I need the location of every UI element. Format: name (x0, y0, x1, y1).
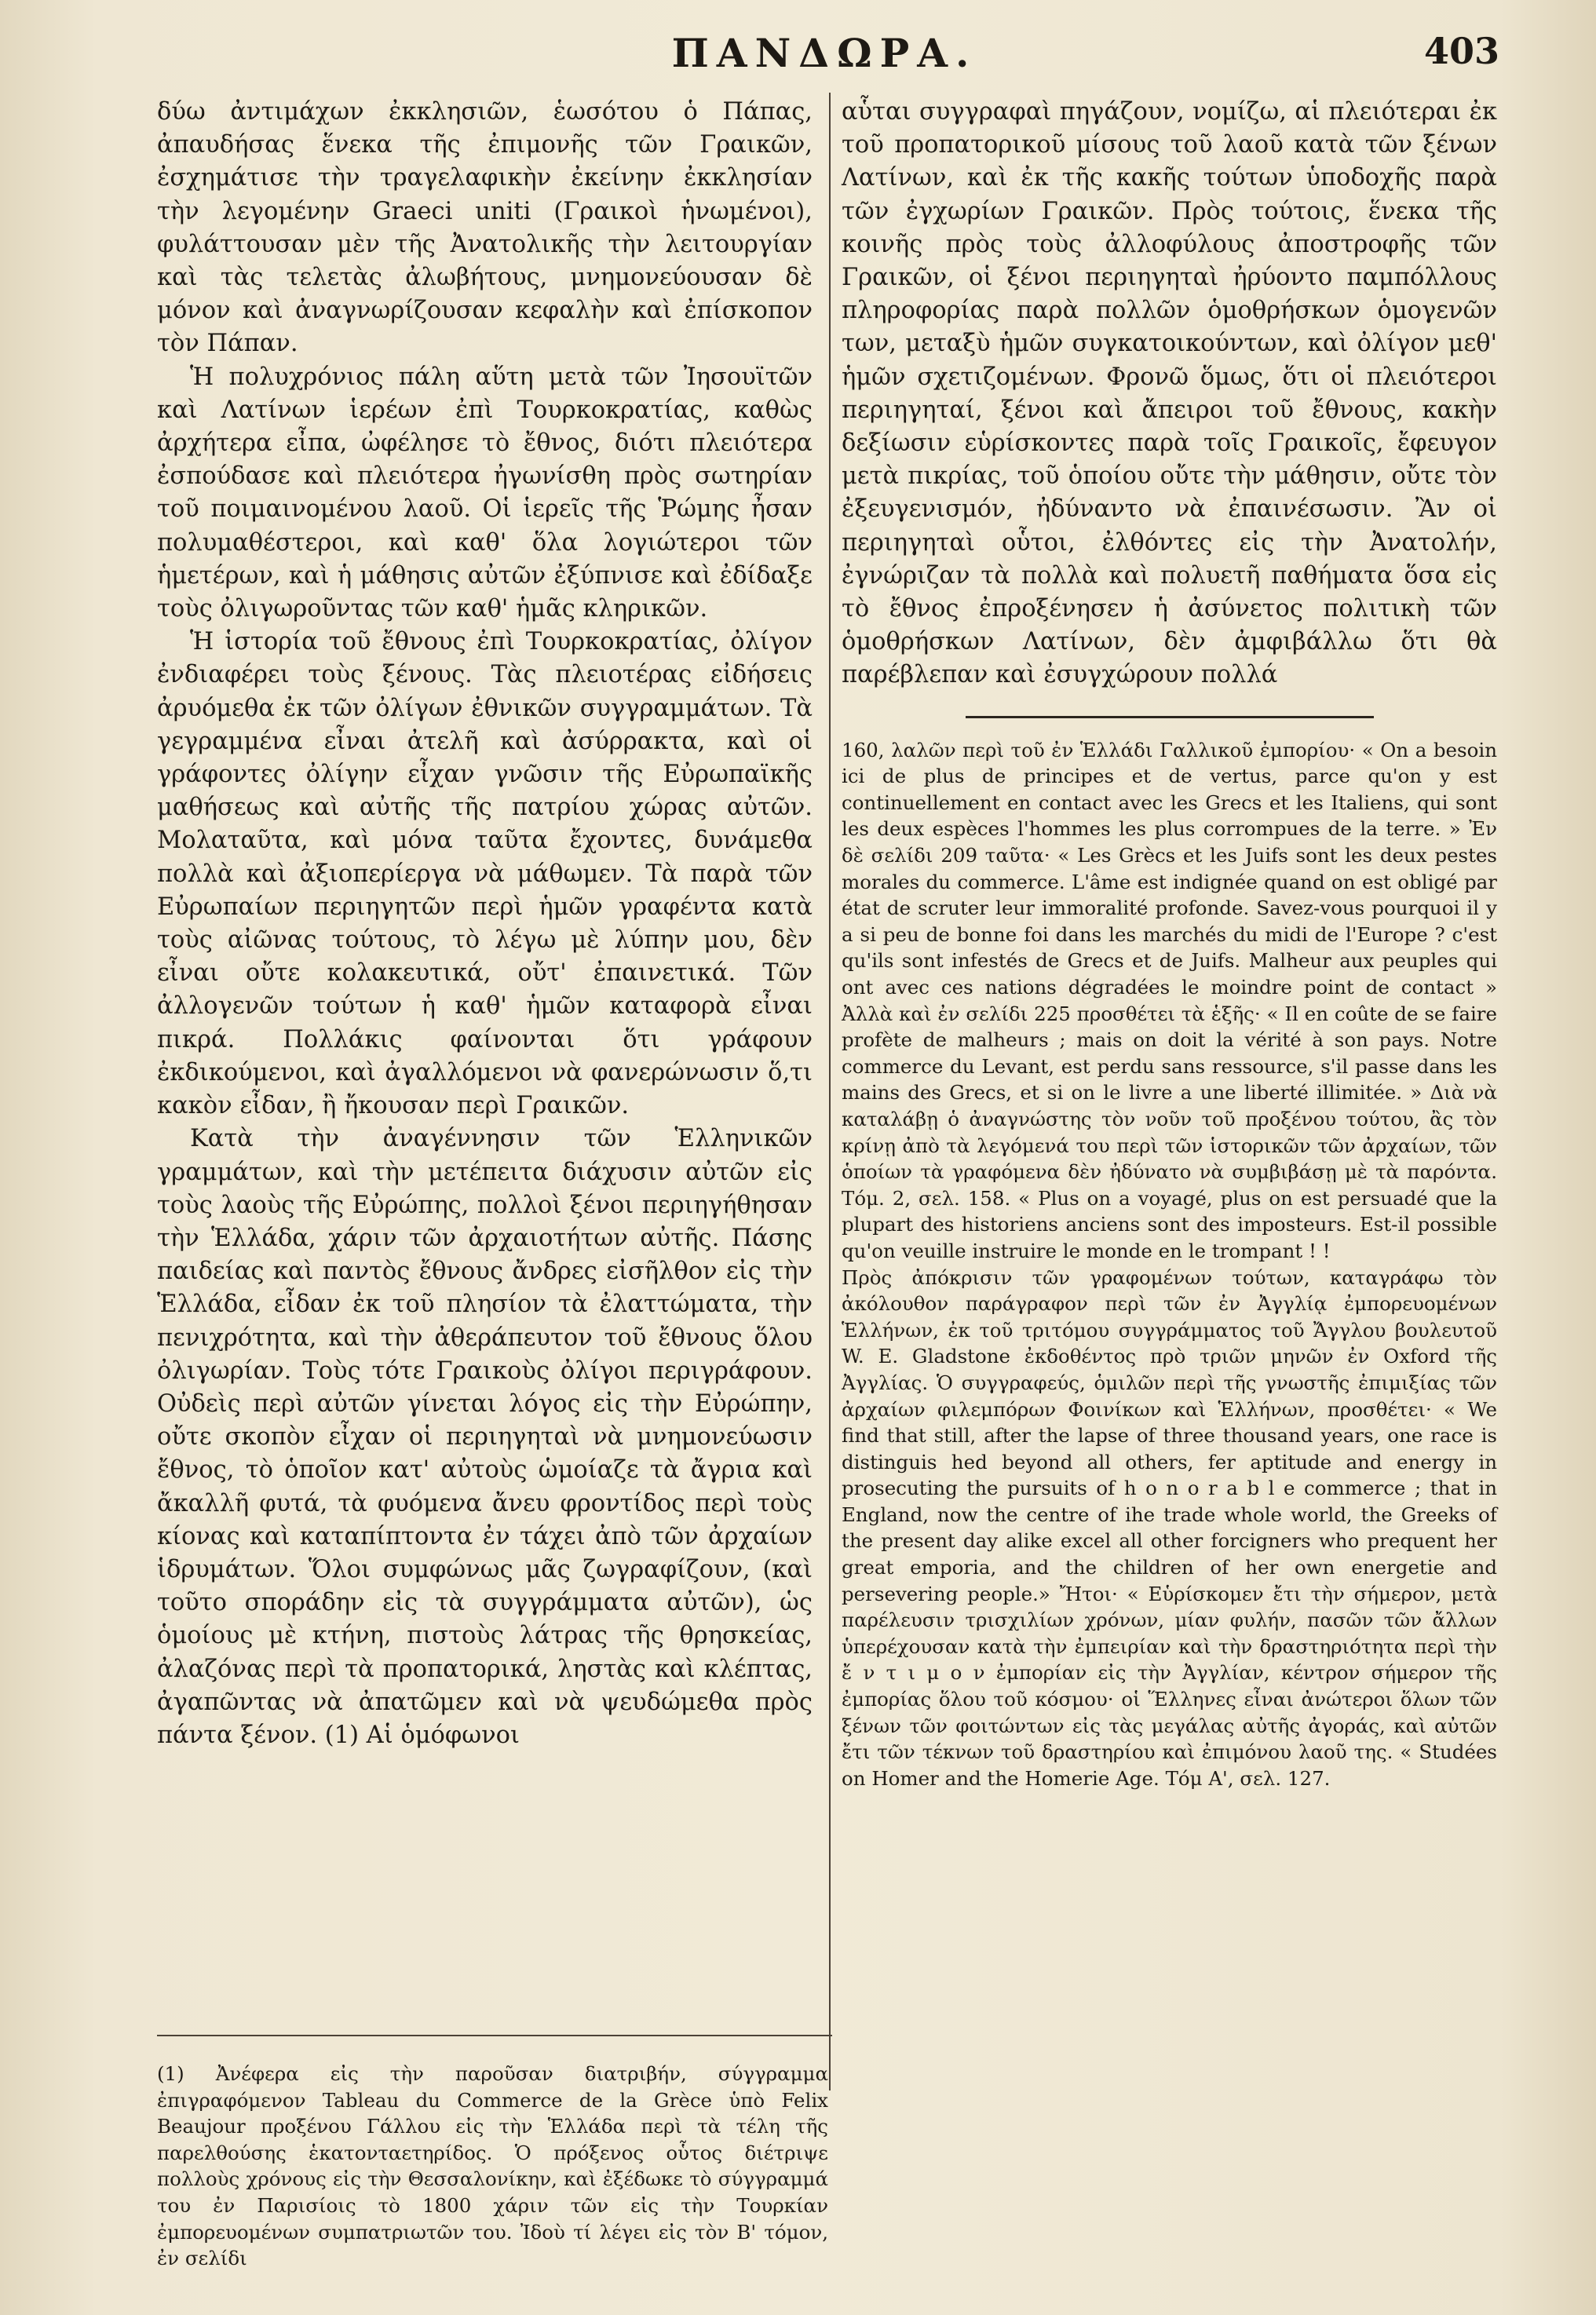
column-divider (829, 93, 831, 2090)
footnote-text: 160, λαλῶν περὶ τοῦ ἐν Ἑλλάδι Γαλλικοῦ ἐμπορίου· « On a besoin ici de plus de principes et de vertus, parce qu'on y est continuellement en contact avec les Grecs et les Italiens, qui sont les deux espèces l'hommes les plus corrompues de la terre. » Ἐν δὲ σελίδι 209 ταῦτα· « Les Grècs et les Juifs sont les deux pestes morales du commerce. L'âme est indignée quand on est obligé par état de scruter leur immoralité profonde. Savez-vous pourquoi il y a si peu de bonne foi dans les marchés du midi de l'Europe ? c'est qu'ils sont infestés de Grecs et de Juifs. Malheur aux peuples qui ont avec ces nations dégradées le moindre point de contact » Ἀλλὰ καὶ ἐν σελίδι 225 προσθέτει τὰ ἑξῆς· « Il en coûte de se faire profète de malheurs ; mais on doit la vérité à son pays. Notre commerce du Levant, est perdu sans ressource, s'il passe dans les mains des Grecs, et si on le livre a une liberté illimitée. » Διὰ νὰ καταλάβῃ ὁ ἀναγνώστης τὸν νοῦν τοῦ προξένου τούτου, ἂς τὸν κρίνῃ ἀπὸ τὰ λεγόμενά του περὶ τῶν ἱστορικῶν τῶν ἀρχαίων, τῶν ὁποίων τὰ γραφόμενα δὲν ἠδύνατο νὰ συμβιβάσῃ μὲ τὰ παρόντα. Τόμ. 2, σελ. 158. « Plus on a voyagé, plus on est persuadé que la plupart des historiens anciens sont des imposteurs. Est-il possible qu'on veuille instruire le monde en le trompant ! ! (842, 738, 1497, 1262)
page-number: 403 (1423, 30, 1499, 72)
paragraph: Ἡ ἱστορία τοῦ ἔθνους ἐπὶ Τουρκοκρατίας, ὀλίγον ἐνδιαφέρει τοὺς ξένους. Τὰς πλειοτέρας εἰδήσεις ἀρυόμεθα ἐκ τῶν ὀλίγων ἐθνικῶν συγγραμμάτων. Τὰ γεγραμμένα εἶναι ἀτελῆ καὶ ἀσύρρακτα, καὶ οἱ γράφοντες ὀλίγην εἶχαν γνῶσιν τῆς Εὐρωπαϊκῆς μαθήσεως καὶ αὐτῆς τῆς πατρίου χώρας αὐτῶν. Μολαταῦτα, καὶ μόνα ταῦτα ἔχοντες, δυνάμεθα πολλὰ καὶ ἀξιοπερίεργα νὰ μάθωμεν. Τὰ παρὰ τῶν Εὐρωπαίων περιηγητῶν περὶ ἡμῶν γραφέντα κατὰ τοὺς αἰῶνας τούτους, τὸ λέγω μὲ λύπην μου, δὲν εἶναι οὔτε κολακευτικά, οὔτ' ἐπαινετικά. Τῶν ἀλλογενῶν τούτων ἡ καθ' ἡμῶν καταφορὰ εἶναι πικρά. Πολλάκις φαίνονται ὅτι γράφουν ἐκδικούμενοι, καὶ ἀγαλλόμενοι νὰ φανερώνωσιν ὅ,τι κακὸν εἶδαν, ἢ ἤκουσαν περὶ Γραικῶν. (157, 628, 813, 1120)
page-header (149, 30, 1499, 85)
paragraph: δύω ἀντιμάχων ἐκκλησιῶν, ἑωσότου ὁ Πάπας, ἀπαυδήσας ἕνεκα τῆς ἐπιμονῆς τῶν Γραικῶν, ἐσχημάτισε τὴν τραγελαφικὴν ἐκείνην ἐκκλησίαν τὴν λεγομένην Graeci uniti (Γραικοὶ ἡνωμένοι), φυλάττουσαν μὲν τῆς Ἀνατολικῆς τὴν λειτουργίαν καὶ τὰς τελετὰς ἀλωβήτους, μνημονεύουσαν δὲ μόνον καὶ ἀναγνωρίζουσαν κεφαλὴν καὶ ἐπίσκοπον τὸν Πάπαν. (157, 98, 813, 358)
paragraph: Κατὰ τὴν ἀναγέννησιν τῶν Ἑλληνικῶν γραμμάτων, καὶ τὴν μετέπειτα διάχυσιν αὐτῶν εἰς τοὺς λαοὺς τῆς Εὐρώπης, πολλοὶ ξένοι περιηγήθησαν τὴν Ἑλλάδα, χάριν τῶν ἀρχαιοτήτων αὐτῆς. Πάσης παιδείας καὶ παντὸς ἔθνους ἄνδρες εἰσῆλθον εἰς τὴν Ἑλλάδα, εἶδαν ἐκ τοῦ πλησίον τὰ ἐλαττώματα, τὴν πενιχρότητα, καὶ τὴν ἀθεράπευτον τοῦ ἔθνους ὅλου ὀλιγωρίαν. Τοὺς τότε Γραικοὺς ὀλίγοι περιγράφουν. Οὐδεὶς περὶ αὐτῶν γίνεται λόγος εἰς τὴν Εὐρώπην, οὔτε σκοπὸν εἶχαν οἱ περιηγηταὶ νὰ μνημονεύωσιν ἔθνος, τὸ ὁποῖον κατ' αὐτοὺς ὡμοίαζε τὰ ἄγρια καὶ ἄκαλλῆ φυτά, τὰ φυόμενα ἄνευ φροντίδος περὶ τοὺς κίονας καὶ καταπίπτοντα ἐν τάχει ἀπὸ τῶν ἀρχαίων ἱδρυμάτων. Ὅλοι συμφώνως μᾶς ζωγραφίζουν, (καὶ τοῦτο σποράδην εἰς τὰ συγγράμματα αὐτῶν), ὡς ὁμοίους μὲ κτήνη, πιστοὺς λάτρας τῆς θρησκείας, ἀλαζόνας περὶ τὰ προπατορικά, ληστὰς καὶ κλέπτας, ἀγαπῶντας νὰ ἀπατῶμεν καὶ νὰ ψευδώμεθα πρὸς πάντα ξένον. (1) Αἱ ὁμόφωνοι (157, 1125, 813, 1749)
left-footnote (157, 2061, 828, 2272)
footnote-text: Πρὸς ἀπόκρισιν τῶν γραφομένων τούτων, καταγράφω τὸν ἀκόλουθον παράγραφον περὶ τῶν ἐν Ἀγγλίᾳ ἐμπορευομένων Ἑλλήνων, ἐκ τοῦ τριτόμου συγγράμματος τοῦ Ἄγγλου βουλευτοῦ W. E. Gladstone ἐκδοθέντος πρὸ τριῶν μηνῶν ἐν Oxford τῆς Ἀγγλίας. Ὁ συγγραφεύς, ὁμιλῶν περὶ τῆς γνωστῆς ἐπιμιξίας τῶν ἀρχαίων φιλεμπόρων Φοινίκων καὶ Ἑλλήνων, προσθέτει· « We find that still, after the lapse of three thousand years, one race is distinguis hed beyond all others, fer aptitude and energy in prosecuting the pursuits of h o n o r a b l e commerce ; that in England, now the centre of ihe trade whole world, the Greeks of the present day alike excel all other forcigners who prequent her great emporia, and the children of her own energetie and persevering people.» Ἤτοι· « Εὑρίσκομεν ἔτι τὴν σήμερον, μετὰ παρέλευσιν τρισχιλίων χρόνων, μίαν φυλήν, πασῶν τῶν ἄλλων ὑπερέχουσαν κατὰ τὴν ἐμπειρίαν καὶ τὴν δραστηριότητα περὶ τὴν ἔ ν τ ι μ ο ν ἐμπορίαν εἰς τὴν Ἀγγλίαν, κέντρον σήμερον τῆς ἐμπορίας ὅλου τοῦ κόσμου· οἱ Ἕλληνες εἶναι ἀνώτεροι ὅλων τῶν ξένων τῶν φοιτώντων εἰς τὰς μεγάλας αὐτῆς ἀγοράς, καὶ αὐτῶν ἔτι τῶν τέκνων τοῦ δραστηρίου καὶ ἐπιμόνου λαοῦ της. « Studées on Homer and the Homerie Age. Τόμ Α', σελ. 127. (842, 1265, 1497, 1790)
footnote-rule (157, 2035, 832, 2036)
footnote-text: (1) Ἀνέφερα εἰς τὴν παροῦσαν διατριβήν, σύγγραμμα ἐπιγραφόμενον Tableau du Commerce de la Grèce ὑπὸ Felix Beaujour προξένου Γάλλου εἰς τὴν Ἑλλάδα περὶ τὰ τέλη τῆς παρελθούσης ἑκατονταετηρίδος. Ὁ πρόξενος οὗτος διέτριψε πολλοὺς χρόνους εἰς τὴν Θεσσαλονίκην, καὶ ἐξέδωκε τὸ σύγγραμμά του ἐν Παρισίοις τὸ 1800 χάριν τῶν εἰς τὴν Τουρκίαν ἐμπορευομένων συμπατριωτῶν του. Ἰδοὺ τί λέγει εἰς τὸν Β' τόμον, ἐν σελίδι (157, 2062, 828, 2270)
footnote-rule (966, 716, 1374, 718)
left-column (157, 96, 813, 1752)
journal-title: ΠΑΝΔΩΡΑ. (671, 30, 977, 76)
paragraph: αὗται συγγραφαὶ πηγάζουν, νομίζω, αἱ πλειότεραι ἐκ τοῦ προπατορικοῦ μίσους τοῦ λαοῦ κατὰ τῶν ξένων Λατίνων, καὶ ἐκ τῆς κακῆς τούτων ὑποδοχῆς παρὰ τῶν ἐγχωρίων Γραικῶν. Πρὸς τούτοις, ἕνεκα τῆς κοινῆς πρὸς τοὺς ἀλλοφύλους ἀποστροφῆς τῶν Γραικῶν, οἱ ξένοι περιηγηταὶ ἠρύοντο παμπόλλους πληροφορίας παρὰ πολλῶν ὁμοθρήσκων ὁμογενῶν των, μεταξὺ ἡμῶν συγκατοικούντων, καὶ ὀλίγον μεθ' ἡμῶν σχετιζομένων. Φρονῶ ὅμως, ὅτι οἱ πλειότεροι περιηγηταί, ξένοι καὶ ἄπειροι τοῦ ἔθνους, κακὴν δεξίωσιν εὑρίσκοντες παρὰ τοῖς Γραικοῖς, ἔφευγον μετὰ πικρίας, τοῦ ὁποίου οὔτε τὴν μάθησιν, οὔτε τὸν ἐξευγενισμόν, ἠδύναντο νὰ ἐπαινέσωσιν. Ἂν οἱ περιηγηταὶ οὗτοι, ἐλθόντες εἰς τὴν Ἀνατολήν, ἐγνώριζαν τὰ πολλὰ καὶ πολυετῆ παθήματα ὅσα εἰς τὸ ἔθνος ἐπροξένησεν ἡ ἀσύνετος πολιτικὴ τῶν ὁμοθρήσκων Λατίνων, δὲν ἀμφιβάλλω ὅτι θὰ παρέβλεπαν καὶ ἐσυγχώρουν πολλά (842, 98, 1497, 689)
right-column (842, 96, 1497, 1791)
paragraph: Ἡ πολυχρόνιος πάλη αὕτη μετὰ τῶν Ἰησουϊτῶν καὶ Λατίνων ἱερέων ἐπὶ Τουρκοκρατίας, καθὼς ἀρχήτερα εἶπα, ὠφέλησε τὸ ἔθνος, διότι πλειότερα ἐσπούδασε καὶ πλειότερα ἠγωνίσθη πρὸς σωτηρίαν τοῦ ποιμαινομένου λαοῦ. Οἱ ἱερεῖς τῆς Ῥώμης ἦσαν πολυμαθέστεροι, καὶ καθ' ὅλα λογιώτεροι τῶν ἡμετέρων, καὶ ἡ μάθησις αὐτῶν ἐξύπνισε καὶ ἐδίδαξε τοὺς ὀλιγωροῦντας τῶν καθ' ἡμᾶς κληρικῶν. (157, 363, 813, 623)
